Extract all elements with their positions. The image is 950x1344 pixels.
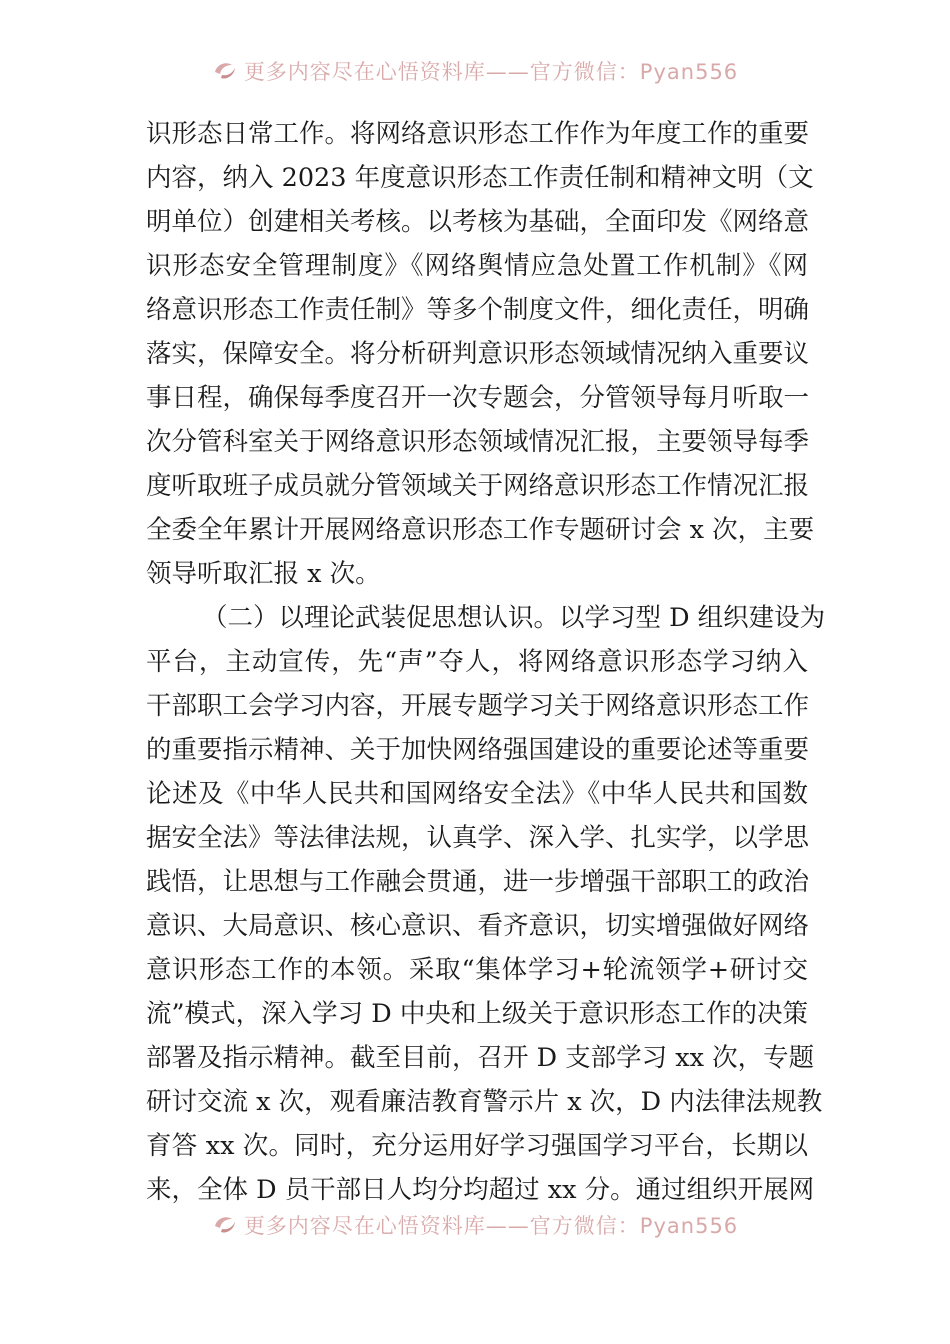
body-line: 识形态日常工作。将网络意识形态工作作为年度工作的重要 bbox=[146, 119, 810, 149]
watermark-text: 更多内容尽在心悟资料库——官方微信：Pyan556 bbox=[243, 60, 739, 84]
body-line: 论述及《中华人民共和国网络安全法》《中华人民共和国数 bbox=[146, 779, 808, 809]
body-line: 意识形态工作的本领。采取“集体学习+轮流领学+研讨交 bbox=[146, 955, 808, 985]
brand-logo-icon bbox=[212, 1212, 238, 1238]
body-line: 育答 xx 次。同时，充分运用好学习强国学习平台，长期以 bbox=[146, 1131, 808, 1161]
footer-watermark bbox=[0, 1210, 950, 1240]
body-line: 平台，主动宣传，先“声”夺人，将网络意识形态学习纳入 bbox=[146, 647, 808, 677]
body-line: 落实，保障安全。将分析研判意识形态领域情况纳入重要议 bbox=[146, 339, 810, 369]
body-line: 据安全法》等法律法规，认真学、深入学、扎实学，以学思 bbox=[146, 823, 810, 853]
body-line: 事日程，确保每季度召开一次专题会，分管领导每月听取一 bbox=[146, 383, 810, 413]
section-heading-line: （二）以理论武装促思想认识。以学习型 D 组织建设为 bbox=[202, 603, 826, 633]
body-line: 明单位）创建相关考核。以考核为基础，全面印发《网络意 bbox=[146, 207, 810, 237]
body-line: 识形态安全管理制度》《网络舆情应急处置工作机制》《网 bbox=[146, 251, 808, 281]
brand-logo-icon bbox=[212, 58, 238, 84]
body-line: 次分管科室关于网络意识形态领域情况汇报，主要领导每季 bbox=[146, 427, 810, 457]
body-line: 践悟，让思想与工作融会贯通，进一步增强干部职工的政治 bbox=[146, 867, 810, 897]
watermark-text: 更多内容尽在心悟资料库——官方微信：Pyan556 bbox=[243, 1214, 739, 1238]
body-line: 流”模式，深入学习 D 中央和上级关于意识形态工作的决策 bbox=[146, 999, 808, 1029]
body-line: 度听取班子成员就分管领域关于网络意识形态工作情况汇报 bbox=[146, 471, 810, 501]
body-line: 意识、大局意识、核心意识、看齐意识，切实增强做好网络 bbox=[146, 911, 810, 941]
body-line: 研讨交流 x 次，观看廉洁教育警示片 x 次，D 内法律法规教 bbox=[146, 1087, 823, 1117]
header-watermark bbox=[0, 56, 950, 86]
paragraph-end-line: 领导听取汇报 x 次。 bbox=[146, 559, 381, 589]
body-line: 内容，纳入 2023 年度意识形态工作责任制和精神文明（文 bbox=[146, 163, 814, 193]
body-line: 干部职工会学习内容，开展专题学习关于网络意识形态工作 bbox=[146, 691, 810, 721]
body-line: 部署及指示精神。截至目前，召开 D 支部学习 xx 次，专题 bbox=[146, 1043, 815, 1073]
document-body bbox=[146, 112, 826, 1212]
body-line: 络意识形态工作责任制》等多个制度文件，细化责任，明确 bbox=[146, 295, 810, 325]
body-line: 全委全年累计开展网络意识形态工作专题研讨会 x 次，主要 bbox=[146, 515, 815, 545]
body-line: 的重要指示精神、关于加快网络强国建设的重要论述等重要 bbox=[146, 735, 810, 765]
body-line: 来，全体 D 员干部日人均分均超过 xx 分。通过组织开展网 bbox=[146, 1175, 815, 1205]
